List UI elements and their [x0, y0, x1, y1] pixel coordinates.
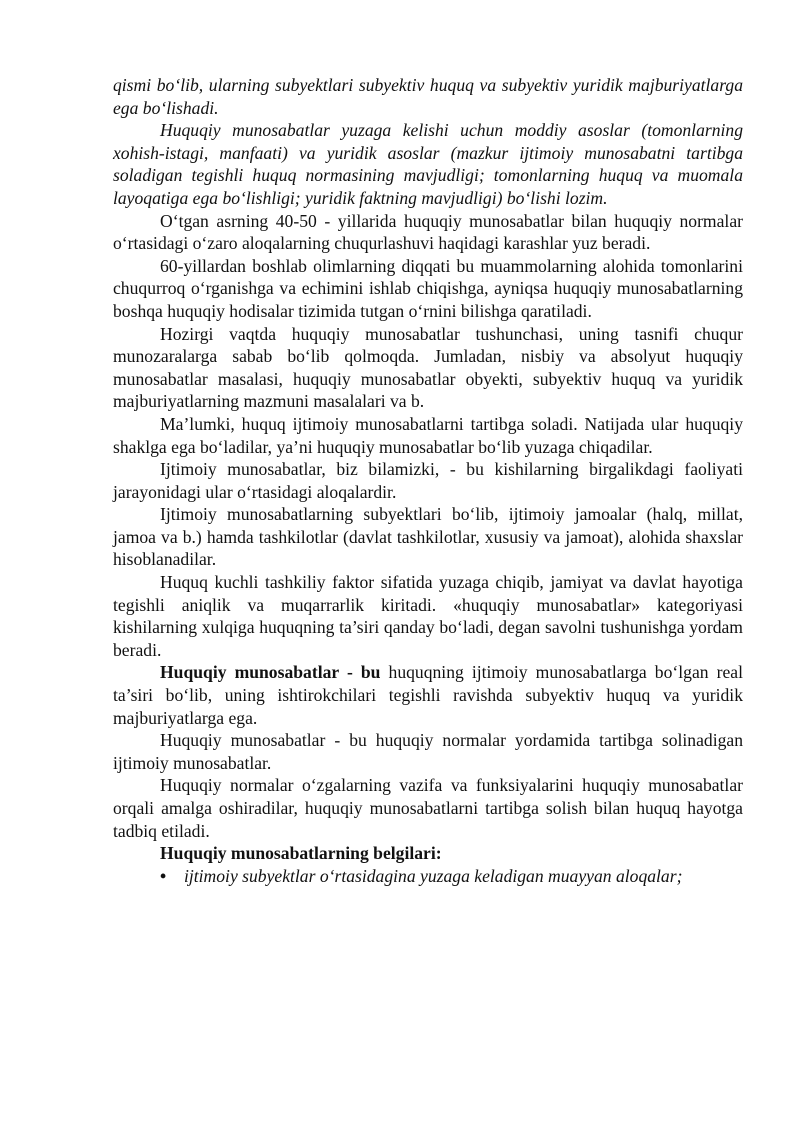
paragraph-8: Ijtimoiy munosabatlarning subyektlari bo‘lib, ijtimoiy jamoalar (halq, millat, jamoa va b.) hamda tashkilotlar (davlat tashkilotlar, xususiy va jamoat), alohida shaxslar hisoblanadilar.: [113, 504, 743, 570]
paragraph-2: Huquqiy munosabatlar yuzaga kelishi uchun moddiy asoslar (tomonlarning xohish-istagi, manfaati) va yuridik asoslar (mazkur ijtimoiy munosabatni tartibga soladigan tegishli huquq normasining mavjudligi; tomonlarning huquq va muomala layoqatiga ega bo‘lishligi; yuridik faktning mavjudligi) bo‘lishi lozim.: [113, 120, 743, 208]
bullet-item: [113, 865, 743, 888]
paragraph-12: Huquqiy normalar o‘zgalarning vazifa va funksiyalarini huquqiy munosabatlar orqali amalga oshiradilar, huquqiy munosabatlarni tartibga solish bilan huquq hayotga tadbiq etiladi.: [113, 775, 743, 841]
paragraph-4: 60-yillardan boshlab olimlarning diqqati bu muammolarning alohida tomonlarini chuqurroq o‘rganishga va echimini ishlab chiqishga, ayniqsa huquqiy munosabatlarning boshqa huquqiy hodisalar tizimida tutgan o‘rnini bilishga qaratiladi.: [113, 255, 743, 321]
definition-text: huquqning ijtimoiy munosabatlarga bo‘lgan real ta’siri bo‘lib, uning ishtirokchilari tegishli ravishda subyektiv huquq va yuridik majburiyatlarga ega.: [113, 662, 743, 728]
paragraph-6: Ma’lumki, huquq ijtimoiy munosabatlarni tartibga soladi. Natijada ular huquqiy shaklga ega bo‘ladilar, ya’ni huquqiy munosabatlar bo‘lib yuzaga chiqadilar.: [113, 413, 743, 457]
paragraph-definition: [113, 661, 743, 729]
paragraph-5: Hozirgi vaqtda huquqiy munosabatlar tushunchasi, uning tasnifi chuqur munozaralarga sabab bo‘lib qolmoqda. Jumladan, nisbiy va absolyut huquqiy munosabatlar masalasi, huquqiy munosabatlar obyekti, subyektiv huquq va yuridik majburiyatlarning mazmuni masalalari va b.: [113, 323, 743, 412]
document-page: [113, 74, 743, 887]
bullet-text: ijtimoiy subyektlar o‘rtasidagina yuzaga keladigan muayyan aloqalar;: [184, 865, 683, 886]
paragraph-7: Ijtimoiy munosabatlar, biz bilamizki, - bu kishilarning birgalikdagi faoliyati jarayonidagi ular o‘rtasidagi aloqalardir.: [113, 459, 743, 502]
bullet-icon: •: [160, 865, 167, 886]
paragraph-1: qismi bo‘lib, ularning subyektlari subyektiv huquq va subyektiv yuridik majburiyatlarga ega bo‘lishadi.: [113, 75, 743, 118]
paragraph-9: Huquq kuchli tashkiliy faktor sifatida yuzaga chiqib, jamiyat va davlat hayotiga tegishli aniqlik va muqarrarlik kiritadi. «huquqiy munosabatlar» kategoriyasi kishilarning xulqiga huquqning ta’siri qanday bo‘ladi, degan savolni tushunishga yordam beradi.: [113, 572, 743, 660]
paragraph-11: Huquqiy munosabatlar - bu huquqiy normalar yordamida tartibga solinadigan ijtimoiy munosabatlar.: [113, 730, 743, 773]
definition-term: Huquqiy munosabatlar - bu: [160, 662, 381, 683]
paragraph-3: O‘tgan asrning 40-50 - yillarida huquqiy munosabatlar bilan huquqiy normalar o‘rtasidagi o‘zaro aloqalarning chuqurlashuvi haqidagi karashlar yuz beradi.: [113, 210, 743, 254]
section-heading: Huquqiy munosabatlarning belgilari:: [160, 843, 442, 864]
